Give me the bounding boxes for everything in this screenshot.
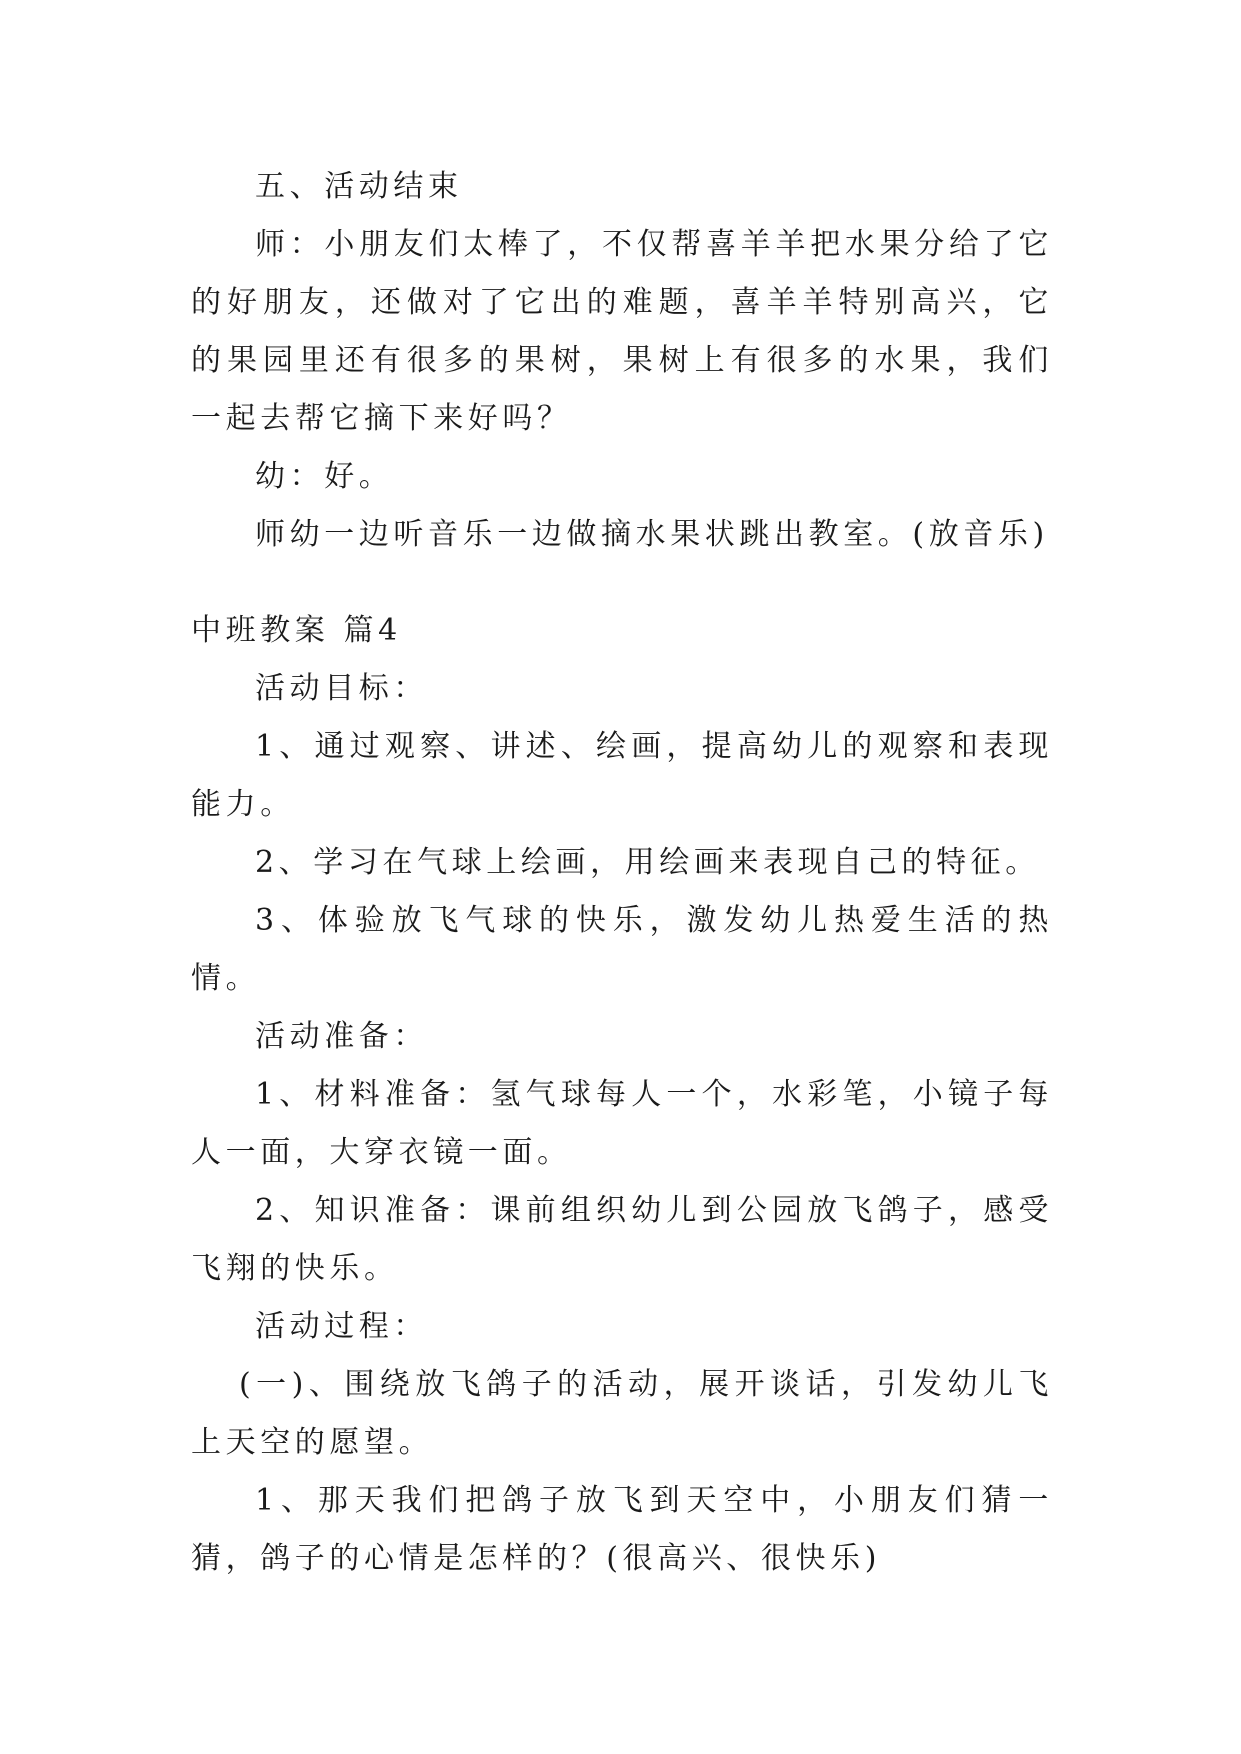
section-heading-process: 活动过程： [255, 1309, 428, 1344]
preparation-item-2: 2、知识准备：课前组织幼儿到公园放飞鸽子，感受飞翔的快乐。 [191, 1193, 1053, 1286]
section-heading-activity-end: 五、活动结束 [255, 169, 463, 204]
process-step-1: (一)、围绕放飞鸽子的活动，展开谈话，引发幼儿飞上天空的愿望。 [191, 1367, 1053, 1460]
document-body [191, 158, 1053, 1588]
section-heading-preparation: 活动准备： [255, 1019, 428, 1054]
process-item-1: 1、那天我们把鸽子放飞到天空中，小朋友们猜一猜，鸽子的心情是怎样的？(很高兴、很快乐) [191, 1483, 1053, 1576]
lesson-plan-title: 中班教案 篇4 [191, 613, 402, 648]
paragraph-children-reply: 幼：好。 [255, 459, 394, 494]
preparation-item-1: 1、材料准备：氢气球每人一个，水彩笔，小镜子每人一面，大穿衣镜一面。 [191, 1077, 1053, 1170]
objective-item-3: 3、体验放飞气球的快乐，激发幼儿热爱生活的热情。 [191, 903, 1053, 996]
section-heading-objectives: 活动目标： [255, 671, 428, 706]
paragraph-teacher-speech: 师：小朋友们太棒了，不仅帮喜羊羊把水果分给了它的好朋友，还做对了它出的难题，喜羊羊特别高兴，它的果园里还有很多的果树，果树上有很多的水果，我们一起去帮它摘下来好吗？ [191, 227, 1053, 436]
objective-item-2: 2、学习在气球上绘画，用绘画来表现自己的特征。 [255, 845, 1040, 880]
paragraph-exit-with-music: 师幼一边听音乐一边做摘水果状跳出教室。(放音乐) [255, 517, 1049, 552]
objective-item-1: 1、通过观察、讲述、绘画，提高幼儿的观察和表现能力。 [191, 729, 1053, 822]
